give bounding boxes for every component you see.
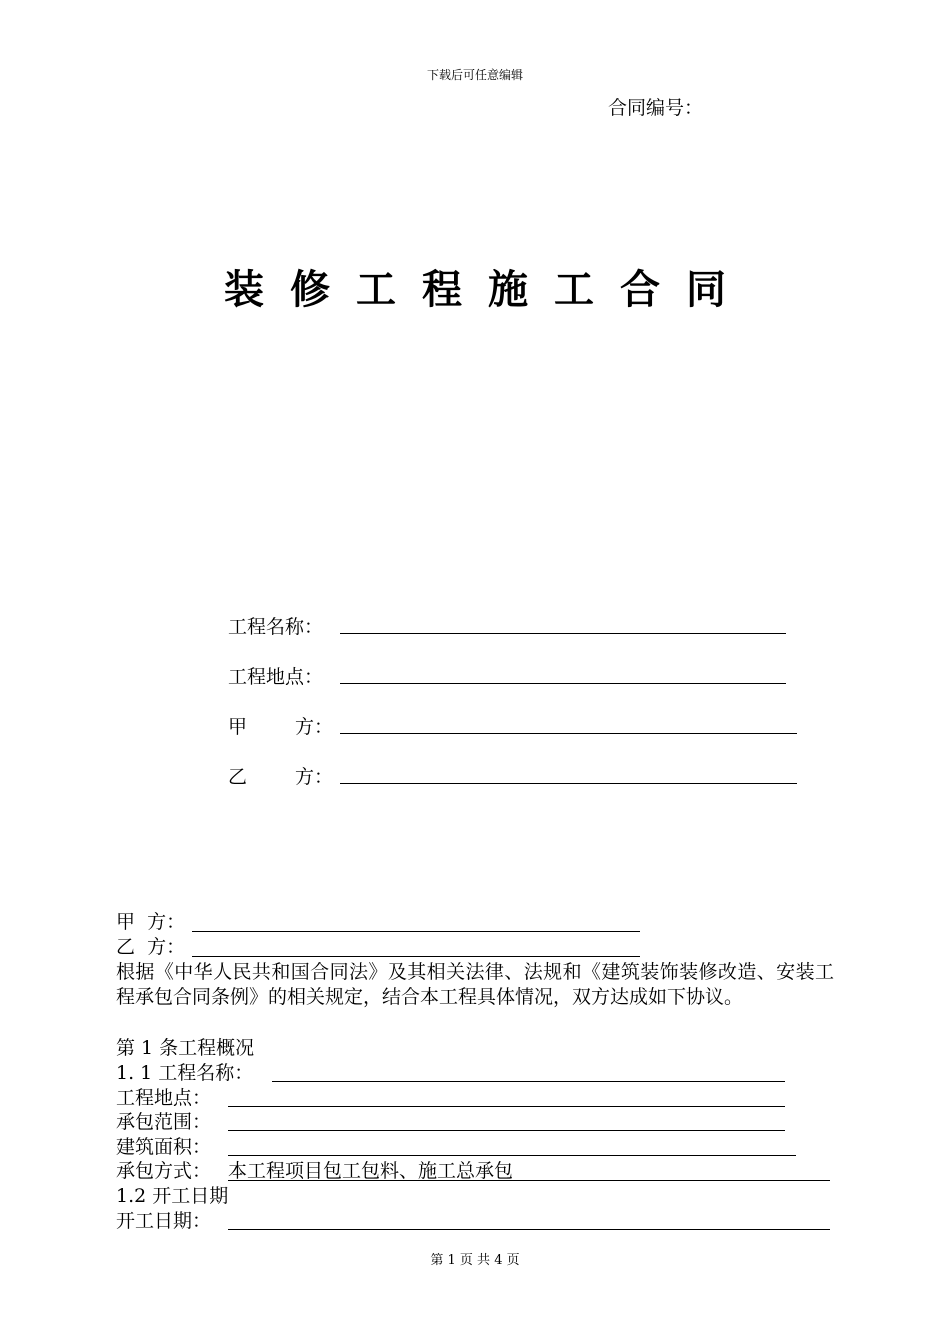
cover-project-name-label: 工程名称：	[228, 616, 324, 638]
cover-party-a-char: 甲	[228, 716, 248, 738]
contract-number-label: 合同编号：	[608, 97, 704, 119]
contract-method-label: 承包方式：	[116, 1160, 212, 1182]
building-area-line	[228, 1155, 796, 1156]
project-name-line	[272, 1081, 785, 1082]
party-b-line	[192, 956, 640, 957]
cover-party-a-suffix: 方：	[295, 716, 334, 738]
contract-method-line	[228, 1180, 830, 1181]
page-footer: 第 1 页 共 4 页	[430, 1253, 520, 1268]
start-date-line	[228, 1229, 830, 1230]
party-a-label: 甲 方：	[116, 911, 186, 933]
party-a-line	[192, 931, 640, 932]
cover-project-name-line	[340, 633, 786, 634]
cover-party-b-suffix: 方：	[295, 766, 334, 788]
start-date-label: 开工日期：	[116, 1210, 212, 1232]
party-b-label: 乙 方：	[116, 936, 186, 958]
project-location-label: 工程地点：	[116, 1087, 212, 1109]
project-location-line	[228, 1106, 785, 1107]
contract-method-value: 本工程项目包工包料、施工总承包	[228, 1160, 514, 1182]
item-1-2-heading: 1.2 开工日期	[116, 1185, 229, 1207]
header-note: 下载后可任意编辑	[426, 68, 523, 82]
building-area-label: 建筑面积：	[116, 1136, 212, 1158]
contract-title: 装修工程施工合同	[224, 266, 752, 313]
article-1-heading: 第 1 条工程概况	[116, 1037, 255, 1059]
contract-scope-line	[228, 1130, 785, 1131]
cover-project-location-line	[340, 683, 786, 684]
cover-party-b-char: 乙	[228, 766, 248, 788]
item-1-1-label: 1. 1 工程名称：	[116, 1062, 254, 1084]
contract-scope-label: 承包范围：	[116, 1111, 212, 1133]
cover-party-b-line	[340, 783, 797, 784]
cover-project-location-label: 工程地点：	[228, 666, 324, 688]
preamble-paragraph: 根据《中华人民共和国合同法》及其相关法律、法规和《建筑装饰装修改造、安装工程承包合同条例》的相关规定，结合本工程具体情况，双方达成如下协议。	[116, 961, 834, 1008]
cover-party-a-line	[340, 733, 797, 734]
